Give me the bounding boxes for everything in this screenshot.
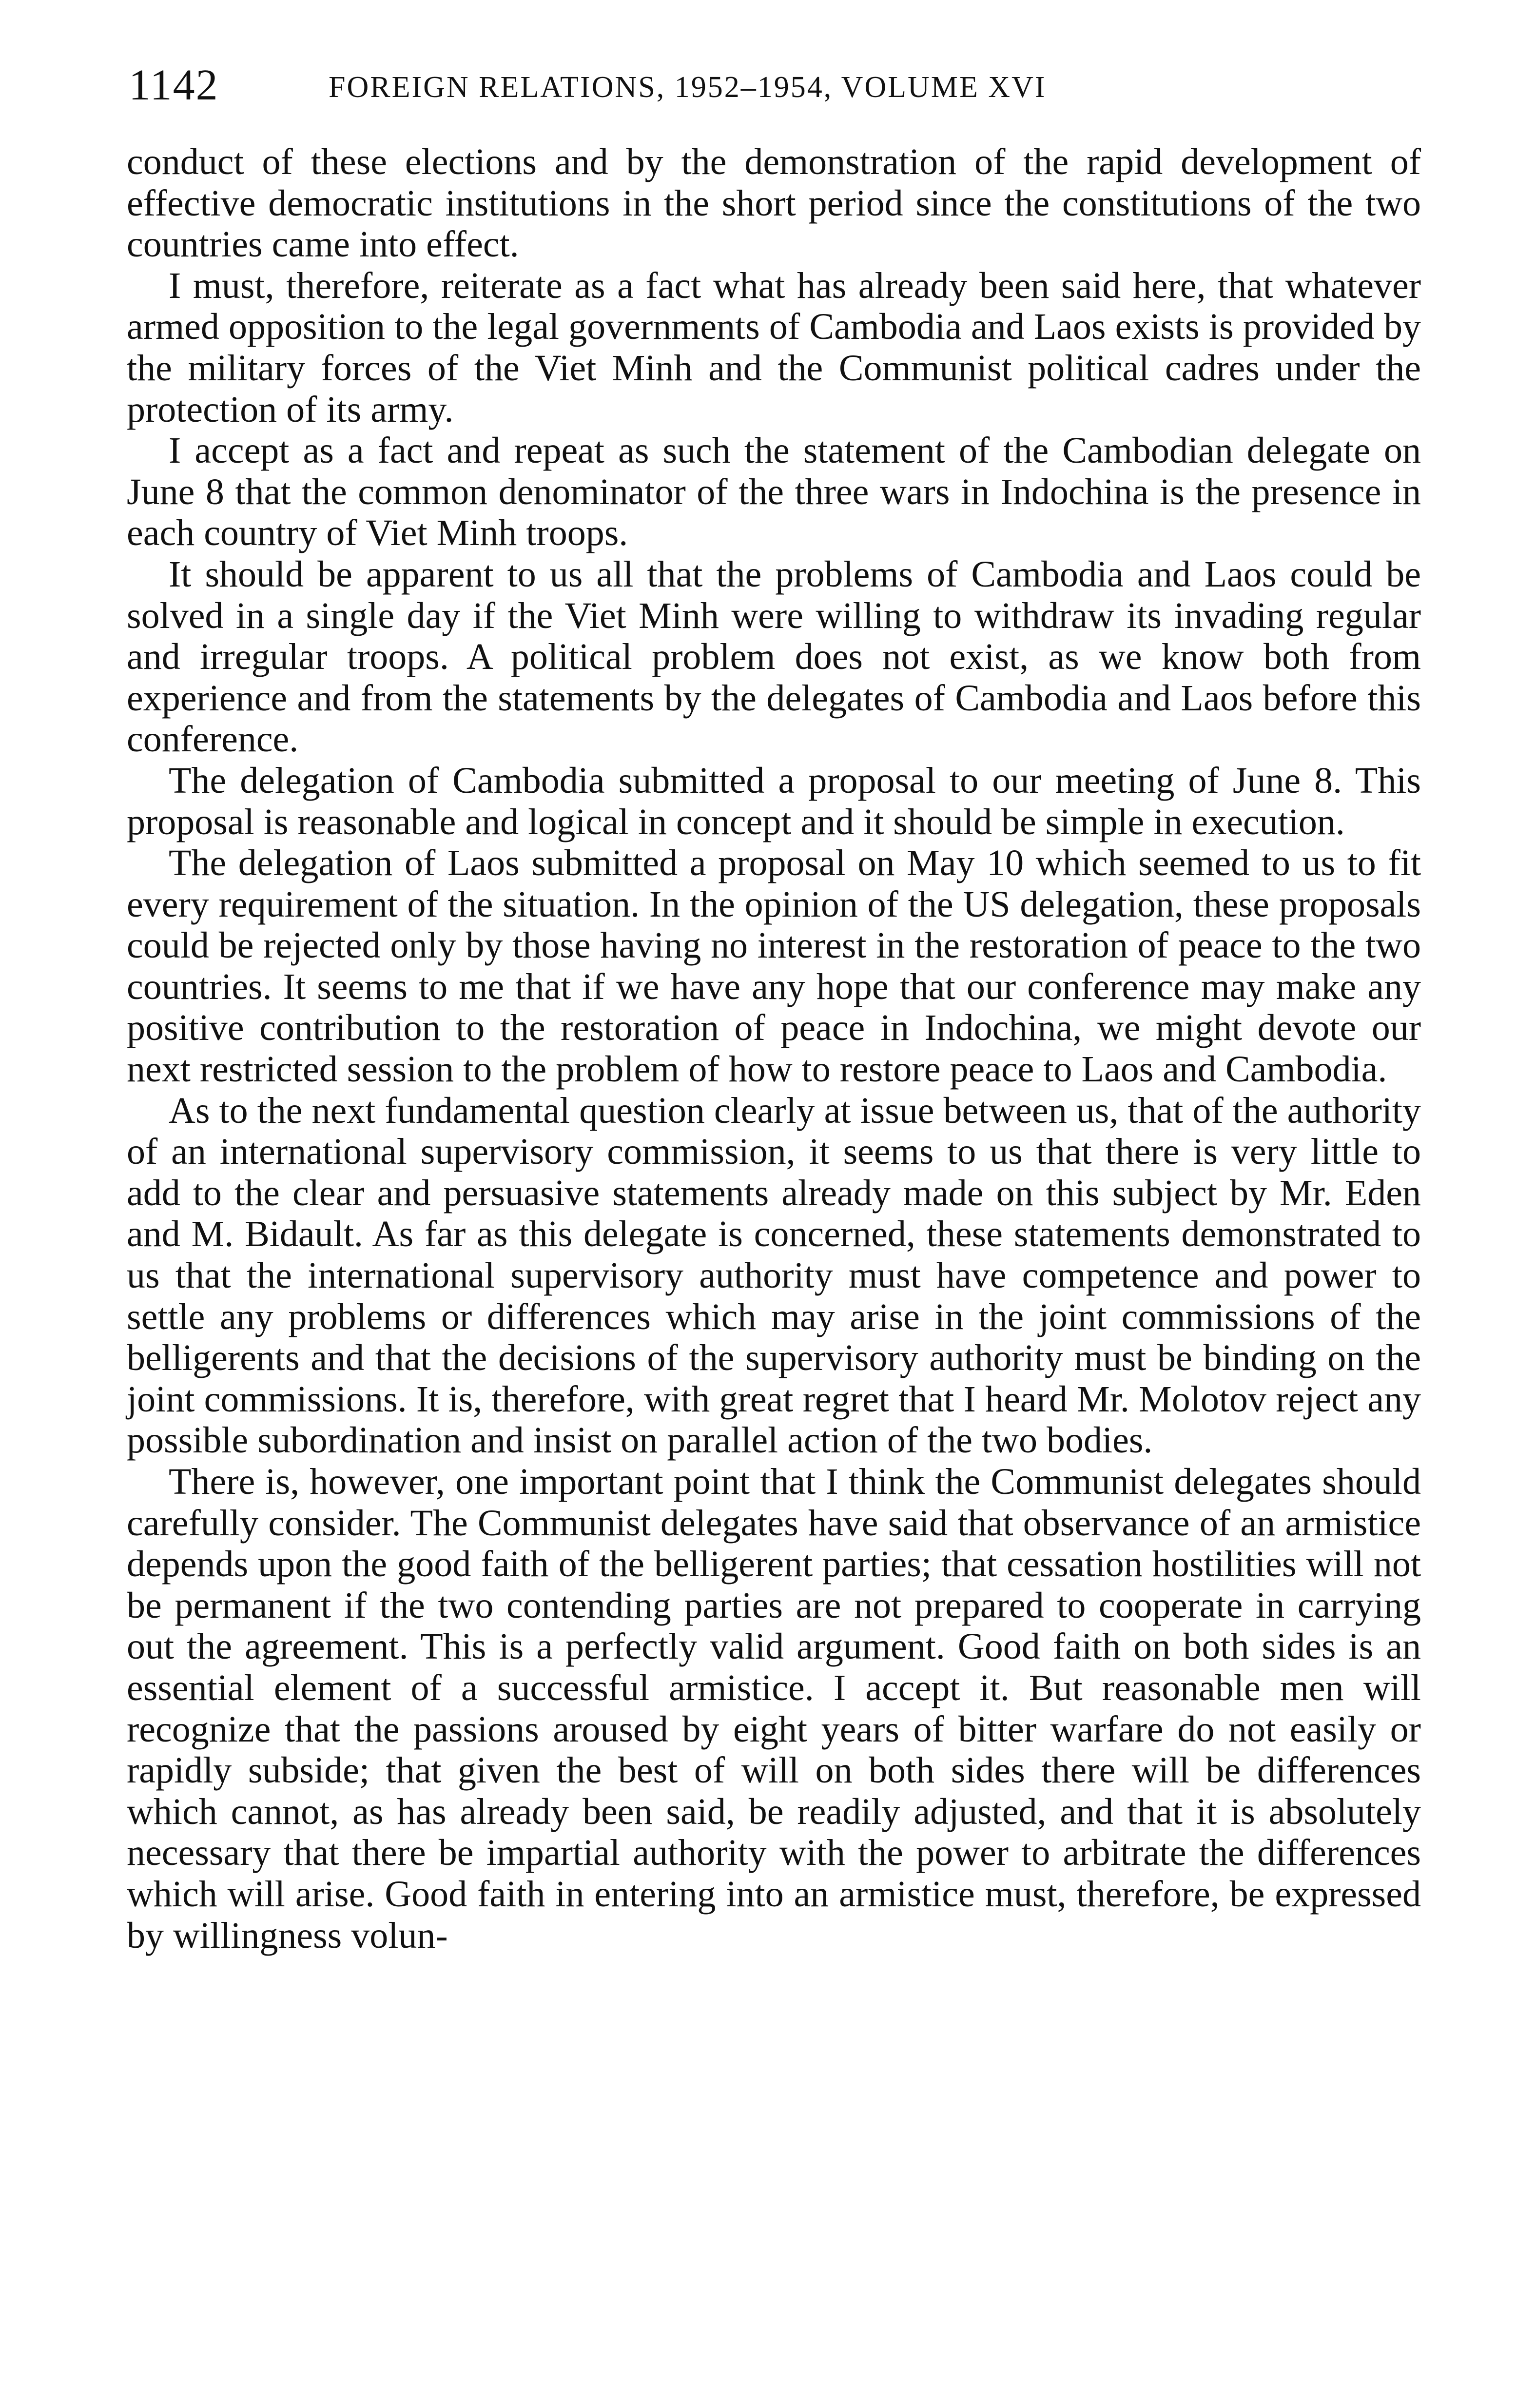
paragraph: The delegation of Laos submitted a proposal on May 10 which seemed to us to fit every requirement of the situation. In the opinion of the US delegation, these proposals could be rejected only by those having no interest in the restoration of peace to the two countries. It seems to me that if we have any hope that our conference may make any positive contribution to the restoration of peace in Indochina, we might devote our next restricted session to the problem of how to restore peace to Laos and Cambodia.: [127, 842, 1421, 1090]
paragraph: There is, however, one important point that I think the Communist delegates should carefully consider. The Communist delegates have said that observance of an armistice depends upon the good faith of the belligerent parties; that cessation hostilities will not be permanent if the two contending parties are not prepared to cooperate in carrying out the agreement. This is a perfectly valid argument. Good faith on both sides is an essential element of a successful armistice. I accept it. But reasonable men will recognize that the passions aroused by eight years of bitter warfare do not easily or rapidly subside; that given the best of will on both sides there will be differences which cannot, as has already been said, be readily adjusted, and that it is absolutely necessary that there be impartial authority with the power to arbitrate the differences which will arise. Good faith in entering into an armistice must, therefore, be expressed by willingness volun-: [127, 1461, 1421, 1956]
page-number: 1142: [129, 61, 219, 109]
paragraph: The delegation of Cambodia submitted a proposal to our meeting of June 8. This proposal is reasonable and logical in concept and it should be simple in execution.: [127, 760, 1421, 842]
running-head: FOREIGN RELATIONS, 1952–1954, VOLUME XVI: [329, 71, 1047, 104]
paragraph: It should be apparent to us all that the problems of Cambodia and Laos could be solved in a single day if the Viet Minh were willing to withdraw its invading regular and irregular troops. A political problem does not exist, as we know both from experience and from the statements by the delegates of Cambodia and Laos before this conference.: [127, 553, 1421, 760]
paragraph: I accept as a fact and repeat as such the statement of the Cambodian delegate on June 8 that the common denominator of the three wars in Indochina is the presence in each country of Viet Minh troops.: [127, 430, 1421, 554]
paragraph: As to the next fundamental question clearly at issue between us, that of the authority of an international supervisory commission, it seems to us that there is very little to add to the clear and persuasive statements already made on this subject by Mr. Eden and M. Bidault. As far as this delegate is concerned, these statements demonstrated to us that the international supervisory authority must have competence and power to settle any problems or differences which may arise in the joint commissions of the belligerents and that the decisions of the supervisory authority must be binding on the joint commissions. It is, therefore, with great regret that I heard Mr. Molotov reject any possible subordination and insist on parallel action of the two bodies.: [127, 1090, 1421, 1461]
paragraph-continued: conduct of these elections and by the demonstration of the rapid development of effective democratic institutions in the short period since the constitutions of the two countries came into effect.: [127, 141, 1421, 265]
page-header: [129, 59, 1420, 112]
paragraph: I must, therefore, reiterate as a fact what has already been said here, that whatever armed opposition to the legal governments of Cambodia and Laos exists is provided by the military forces of the Viet Minh and the Communist political cadres under the protection of its army.: [127, 265, 1421, 430]
body-text: [127, 141, 1421, 1956]
